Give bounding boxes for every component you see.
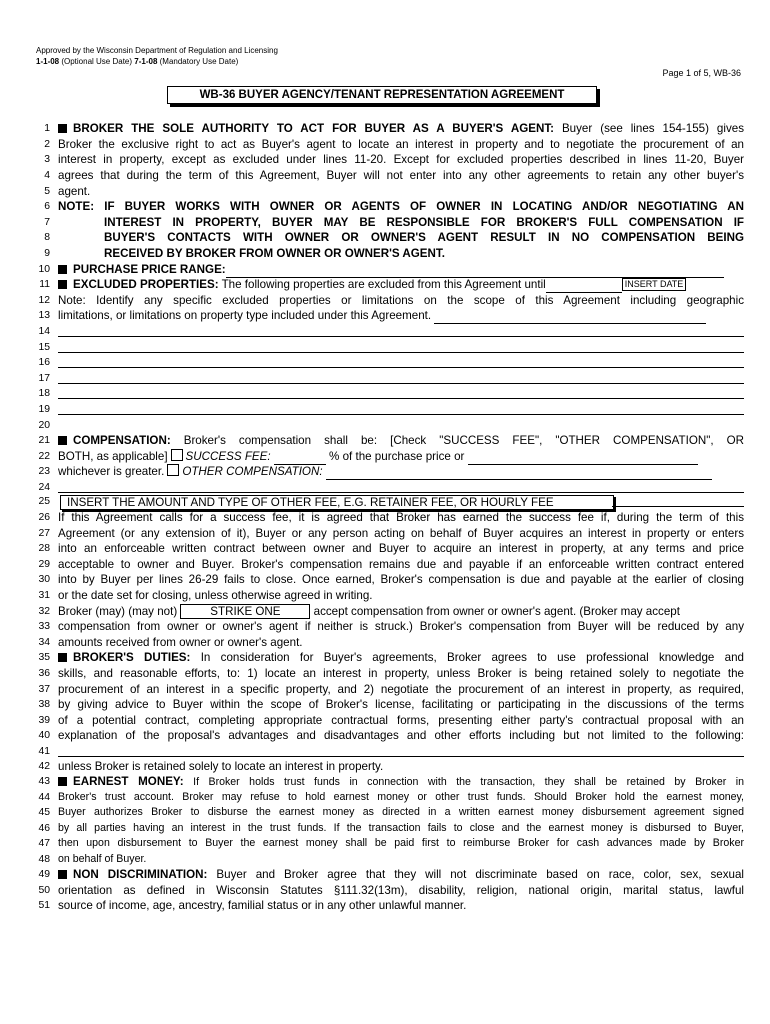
line-number: 20 <box>38 420 50 431</box>
line-text: orientation as defined in Wisconsin Statutes §111.32(13m), disability, religion, national origin, marital status, lawful <box>58 884 744 897</box>
line-25 <box>0 494 770 510</box>
line-text: Agreement (or any extension of it), Buyer or any person acting on behalf of Buyer acquires an interest in property or enters <box>58 527 744 540</box>
line-33 <box>0 619 770 635</box>
line-35 <box>0 650 770 666</box>
line-number: 4 <box>44 170 50 181</box>
blank-rule[interactable] <box>612 494 744 507</box>
line-text: NOTE: IF BUYER WORKS WITH OWNER OR AGENTS OF OWNER IN LOCATING AND/OR NEGOTIATING AN <box>58 200 744 213</box>
line-text: by all parties having an interest in the trust funds. If the transaction fails to close and the earnest money is disbursed to Buyer, <box>58 822 744 834</box>
line-text: skills, and reasonable efforts, to: 1) locate an interest in property, unless Broker is being retained solely to negotiate the <box>58 667 744 680</box>
blank-rule[interactable] <box>58 355 744 368</box>
line-text: INTEREST IN PROPERTY, BUYER MAY BE RESPONSIBLE FOR BROKER'S FULL COMPENSATION IF <box>104 216 744 229</box>
line-13 <box>0 308 770 324</box>
line-number: 34 <box>38 637 50 648</box>
blank-rule[interactable] <box>58 371 744 384</box>
line-number: 1 <box>44 123 50 134</box>
line-6 <box>0 199 770 215</box>
line-15 <box>0 340 770 356</box>
line-number: 15 <box>38 342 50 353</box>
line-text: explanation of the proposal's advantages and disadvantages and other efforts including but not limited to the following: <box>58 729 744 742</box>
line-text: source of income, age, ancestry, familial status or in any other unlawful manner. <box>58 899 467 912</box>
line-text: amounts received from owner or owner's agent. <box>58 636 303 649</box>
line-text: then upon disbursement to Buyer the earnest money shall be paid first to reimburse Broker for cash advances made by Broker <box>58 837 744 849</box>
line-1 <box>0 121 770 137</box>
line-text: BROKER'S DUTIES: In consideration for Buyer's agreements, Broker agrees to use professional knowledge and <box>58 650 744 666</box>
line-number: 51 <box>38 900 50 911</box>
line-16 <box>0 355 770 371</box>
line-text: or the date set for closing, unless otherwise agreed in writing. <box>58 589 373 602</box>
line-2 <box>0 137 770 153</box>
line-40 <box>0 728 770 744</box>
strike-one-box[interactable]: STRIKE ONE <box>180 604 310 619</box>
line-number: 3 <box>44 154 50 165</box>
line-number: 24 <box>38 482 50 493</box>
approval-line: Approved by the Wisconsin Department of Regulation and Licensing <box>36 46 278 55</box>
line-12 <box>0 293 770 309</box>
line-43 <box>0 774 770 790</box>
line-number: 9 <box>44 248 50 259</box>
line-17 <box>0 371 770 387</box>
blank-rule[interactable] <box>58 402 744 415</box>
line-7 <box>0 215 770 231</box>
other-compensation-checkbox[interactable] <box>167 464 179 476</box>
line-text: PURCHASE PRICE RANGE: <box>58 262 744 278</box>
line-text: by giving advice to Buyer within the scope of Broker's license, facilitating or participating in the discussions of the terms <box>58 698 744 711</box>
line-number: 47 <box>38 838 50 849</box>
line-number: 22 <box>38 451 50 462</box>
line-22 <box>0 449 770 465</box>
line-number: 31 <box>38 590 50 601</box>
line-text: acceptable to owner and Buyer. Broker's compensation remains due and payable if an enforceable written contract entered <box>58 558 744 571</box>
line-27 <box>0 526 770 542</box>
line-number: 28 <box>38 543 50 554</box>
line-text: COMPENSATION: Broker's compensation shall be: [Check "SUCCESS FEE", "OTHER COMPENSATION", OR <box>58 433 744 449</box>
line-text: NON DISCRIMINATION: Buyer and Broker agree that they will not discriminate based on race, color, sex, sexual <box>58 867 744 883</box>
line-number: 45 <box>38 807 50 818</box>
line-49 <box>0 867 770 883</box>
blank-rule[interactable] <box>58 340 744 353</box>
line-5 <box>0 184 770 200</box>
line-44 <box>0 790 770 806</box>
line-text: Buyer authorizes Broker to disburse the earnest money as directed in a written earnest money disbursement agreement signed <box>58 806 744 818</box>
line-50 <box>0 883 770 899</box>
line-number: 17 <box>38 373 50 384</box>
line-text: BUYER'S CONTACTS WITH OWNER OR OWNER'S AGENT RESULT IN NO COMPENSATION BEING <box>104 231 744 244</box>
line-text: Broker the exclusive right to act as Buyer's agent to locate an interest in property and to negotiate the procurement of an <box>58 138 744 151</box>
line-18 <box>0 386 770 402</box>
line-text: compensation from owner or owner's agent if neither is struck.) Broker's compensation from Buyer will be reduced by any <box>58 620 744 633</box>
line-number: 16 <box>38 357 50 368</box>
line-41 <box>0 744 770 760</box>
line-10 <box>0 262 770 278</box>
line-text: limitations, or limitations on property type included under this Agreement. <box>58 308 744 324</box>
line-23 <box>0 464 770 480</box>
line-text: whichever is greater. OTHER COMPENSATION: <box>58 464 744 480</box>
line-30 <box>0 572 770 588</box>
line-number: 19 <box>38 404 50 415</box>
line-20 <box>0 418 770 434</box>
line-number: 5 <box>44 186 50 197</box>
line-text: on behalf of Buyer. <box>58 853 147 865</box>
line-number: 18 <box>38 388 50 399</box>
line-text: BROKER THE SOLE AUTHORITY TO ACT FOR BUYER AS A BUYER'S AGENT: Buyer (see lines 154-155) gives <box>58 121 744 137</box>
line-number: 42 <box>38 761 50 772</box>
line-number: 2 <box>44 139 50 150</box>
line-number: 41 <box>38 746 50 757</box>
line-number: 25 <box>38 496 50 507</box>
line-3 <box>0 152 770 168</box>
line-number: 6 <box>44 201 50 212</box>
line-text: agrees that during the term of this Agreement, Buyer will not enter into any other agreements to retain any other buyer's <box>58 169 744 182</box>
success-fee-amount-field[interactable] <box>468 453 698 465</box>
line-number: 49 <box>38 869 50 880</box>
line-number: 11 <box>39 279 50 290</box>
line-number: 48 <box>38 854 50 865</box>
line-number: 50 <box>38 885 50 896</box>
success-fee-checkbox[interactable] <box>171 449 183 461</box>
line-39 <box>0 713 770 729</box>
line-48 <box>0 852 770 868</box>
form-title: WB-36 BUYER AGENCY/TENANT REPRESENTATION AGREEMENT <box>167 86 597 104</box>
line-text: RECEIVED BY BROKER FROM OWNER OR OWNER'S AGENT. <box>104 247 445 260</box>
success-fee-percent-field[interactable] <box>274 453 326 465</box>
line-26 <box>0 510 770 526</box>
line-8 <box>0 230 770 246</box>
line-number: 12 <box>38 295 50 306</box>
line-number: 44 <box>38 792 50 803</box>
line-text: unless Broker is retained solely to locate an interest in property. <box>58 760 384 773</box>
purchase-price-field[interactable] <box>226 266 724 278</box>
blank-rule[interactable] <box>58 386 744 399</box>
limitations-field[interactable] <box>434 312 706 324</box>
bullet-icon <box>58 280 67 289</box>
line-32 <box>0 604 770 620</box>
dates-line: 1-1-08 (Optional Use Date) 7-1-08 (Mandatory Use Date) <box>36 57 239 66</box>
line-9 <box>0 246 770 262</box>
line-text: If this Agreement calls for a success fee, it is agreed that Broker has earned the success fee if, during the term of this <box>58 511 744 524</box>
line-37 <box>0 682 770 698</box>
line-38 <box>0 697 770 713</box>
line-number: 36 <box>38 668 50 679</box>
line-47 <box>0 836 770 852</box>
bullet-icon <box>58 870 67 879</box>
line-46 <box>0 821 770 837</box>
line-text: into an enforceable written contract between owner and Buyer to acquire an interest in property, at any terms and price <box>58 542 744 555</box>
line-number: 8 <box>44 232 50 243</box>
line-36 <box>0 666 770 682</box>
line-number: 37 <box>38 684 50 695</box>
line-42 <box>0 759 770 775</box>
line-51 <box>0 898 770 914</box>
line-11 <box>0 277 770 293</box>
line-text: procurement of an interest in a specific property, and 2) negotiate the procurement of an interest in property, as required, <box>58 683 744 696</box>
line-text: EXCLUDED PROPERTIES: The following properties are excluded from this Agreement until INSERT DATE <box>58 277 744 293</box>
line-number: 33 <box>38 621 50 632</box>
line-21 <box>0 433 770 449</box>
line-text: Broker's trust account. Broker may refuse to hold earnest money or other trust funds. Should Broker hold the earnest money, <box>58 791 744 803</box>
line-number: 13 <box>38 310 50 321</box>
line-number: 32 <box>38 606 50 617</box>
line-text: BOTH, as applicable] SUCCESS FEE: % of the purchase price or <box>58 449 744 465</box>
line-number: 40 <box>38 730 50 741</box>
line-number: 46 <box>38 823 50 834</box>
line-19 <box>0 402 770 418</box>
line-text: Broker (may) (may not) STRIKE ONE accept compensation from owner or owner's agent. (Broker may accept <box>58 605 680 618</box>
line-14 <box>0 324 770 340</box>
line-31 <box>0 588 770 604</box>
blank-rule[interactable] <box>58 744 744 757</box>
line-number: 21 <box>38 435 50 446</box>
line-number: 27 <box>38 528 50 539</box>
blank-rule[interactable] <box>58 324 744 337</box>
line-45 <box>0 805 770 821</box>
line-number: 39 <box>38 715 50 726</box>
line-number: 10 <box>38 264 50 275</box>
bullet-icon <box>58 124 67 133</box>
line-text: into by Buyer per lines 26-29 fails to close. Once earned, Broker's compensation is due and payable at the earlier of closing <box>58 573 744 586</box>
line-number: 35 <box>38 652 50 663</box>
blank-rule[interactable] <box>58 480 744 493</box>
line-text: EARNEST MONEY: If Broker holds trust funds in connection with the transaction, they shall be retained by Broker in <box>58 774 744 790</box>
line-number: 38 <box>38 699 50 710</box>
line-text: of a potential contract, completing appropriate contractual forms, presenting either party's contractual proposal with an <box>58 714 744 727</box>
line-4 <box>0 168 770 184</box>
other-compensation-field[interactable] <box>326 468 712 480</box>
line-number: 43 <box>38 776 50 787</box>
insert-date-label: INSERT DATE <box>622 278 687 291</box>
line-28 <box>0 541 770 557</box>
line-number: 14 <box>38 326 50 337</box>
bullet-icon <box>58 777 67 786</box>
line-number: 23 <box>38 466 50 477</box>
bullet-icon <box>58 265 67 274</box>
line-number: 29 <box>38 559 50 570</box>
line-29 <box>0 557 770 573</box>
bullet-icon <box>58 653 67 662</box>
line-number: 30 <box>38 574 50 585</box>
line-text: interest in property, except as excluded under lines 11-20. Except for excluded properties described in lines 11-20, Buyer <box>58 153 744 166</box>
line-number: 7 <box>44 217 50 228</box>
excluded-until-field[interactable] <box>546 281 622 293</box>
line-34 <box>0 635 770 651</box>
other-fee-instruction: INSERT THE AMOUNT AND TYPE OF OTHER FEE, E.G. RETAINER FEE, OR HOURLY FEE <box>60 495 614 510</box>
line-text: Note: Identify any specific excluded properties or limitations on the scope of this Agreement including geographic <box>58 294 744 307</box>
line-text: agent. <box>58 185 91 198</box>
page-number: Page 1 of 5, WB-36 <box>662 68 741 78</box>
line-number: 26 <box>38 512 50 523</box>
bullet-icon <box>58 436 67 445</box>
